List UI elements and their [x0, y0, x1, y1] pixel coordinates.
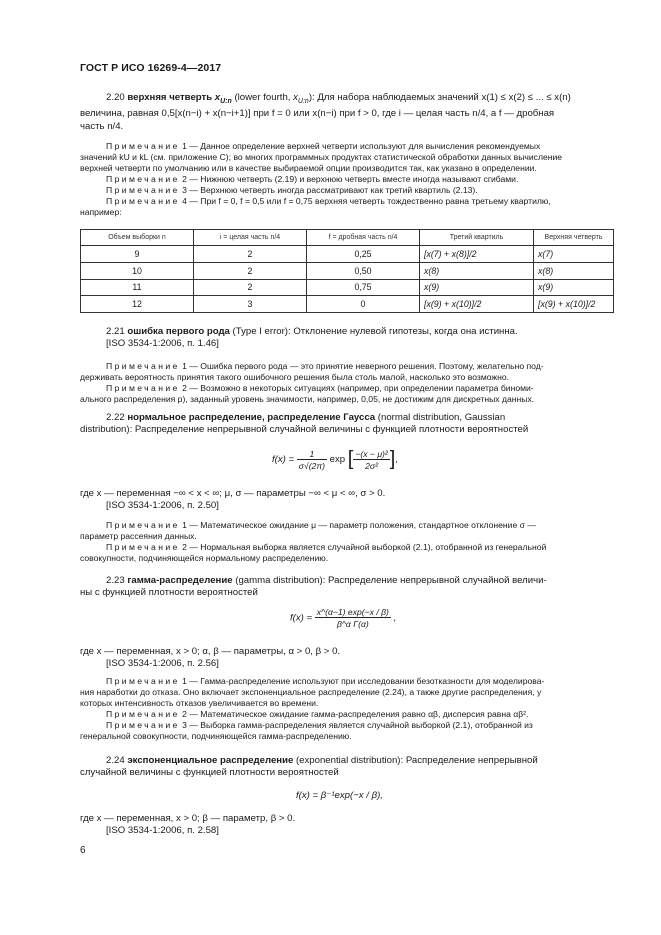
table-cell: 0,25: [307, 246, 420, 263]
term-symbol: $x_{U:n}$: [214, 92, 232, 105]
table-cell: 2: [194, 246, 307, 263]
note-text: ального распределения p), заданный уровень значимости, например, 0,05, не достижим для дискретных данных.: [80, 394, 535, 404]
note: Примечание 1 — Ошибка первого рода — это принятие неверного решения. Поэтому, желательно под-: [106, 361, 544, 371]
note: Примечание 2 — Возможно в некоторых ситуациях (например, при определении параметра биноми-: [106, 383, 534, 393]
table-cell: 11: [81, 279, 194, 296]
table-cell: [x(9) + x(10)]/2: [534, 296, 614, 313]
gamma-density-formula: f(x) = $\frac{x\^{}(\alpha-1) \exp(-x / \beta)}{\text{β\textasciicircum{}α Γ(α)}}$ ,: [290, 607, 397, 629]
table-cell: 3: [194, 296, 307, 313]
normal-density-formula: f(x) = $\frac{1}{\sigma√(2\pi)}$ exp [ $\frac{\text{−(x − μ)²}}{\text{2σ²}}$ ],: [272, 448, 398, 471]
term-title: верхняя четверть: [127, 92, 213, 103]
section-2-22-body: [80, 488, 614, 513]
section-2-24: [80, 755, 614, 780]
table-header-cell: Верхняя четверть: [534, 230, 614, 246]
table-cell: [x(9) + x(10)]/2: [420, 296, 534, 313]
term-definition: 2.20 верхняя четверть $x_{U:n}$ (lower fourth, $x_{U:n}$): Для набора наблюдаемых значений x(1) ≤ x(2) ≤ ... ≤ x(n): [106, 92, 571, 105]
note-text: параметр рассеяния данных.: [80, 531, 197, 541]
note: Примечание 1 — Данное определение верхней четверти используют для вычисления рекомендуемых: [106, 141, 541, 151]
term-title: гамма-распределение: [127, 575, 233, 586]
table-cell: x(7): [534, 246, 614, 263]
reference: [ISO 3534-1:2006, п. 2.56]: [106, 658, 219, 670]
note-text: ния наработки до отказа. Оно включает экспоненциальное распределение (2.24), а также другие распределения, у: [80, 687, 542, 697]
note: Примечание 4 — При f = 0, f = 0,5 или f = 0,75 верхняя четверть тождественно равна третьему квартилю,: [106, 196, 551, 206]
table-cell: 12: [81, 296, 194, 313]
table-cell: 10: [81, 262, 194, 279]
section-2-20: [80, 92, 614, 133]
table-header-cell: Третий квартиль: [420, 230, 534, 246]
table-header-row: [81, 230, 614, 246]
document-header: ГОСТ Р ИСО 16269-4—2017: [80, 62, 222, 74]
table-cell: x(8): [420, 262, 534, 279]
definition-text: ны с функцией плотности вероятностей: [80, 587, 258, 599]
table-cell: 0,75: [307, 279, 420, 296]
section-2-23-body: [80, 646, 614, 671]
note-text: генеральной совокупности, подчиняющейся гамма-распределению.: [80, 731, 352, 741]
reference: [ISO 3534-1:2006, п. 1.46]: [106, 338, 219, 350]
section-2-22: [80, 412, 614, 437]
term-definition: 2.21 ошибка первого рода (Type I error): Отклонение нулевой гипотезы, когда она истинна.: [106, 326, 518, 337]
table-header-cell: Объем выборки n: [81, 230, 194, 246]
formula-explanation: где x — переменная, x > 0; β — параметр, β > 0.: [80, 813, 296, 824]
notes-2-20: [80, 141, 614, 218]
table-cell: [x(7) + x(8)]/2: [420, 246, 534, 263]
reference: [ISO 3534-1:2006, п. 2.50]: [106, 500, 219, 512]
notes-2-21: [80, 361, 614, 405]
note: Примечание 2 — Нормальная выборка является случайной выборкой (2.1), отобранной из генеральной: [106, 542, 547, 552]
note: Примечание 2 — Нижнюю четверть (2.19) и верхнюю четверть вместе иногда называют сгибами.: [106, 174, 519, 184]
page-number: 6: [80, 845, 86, 856]
exponential-density-formula: f(x) = β⁻¹exp(−x / β),: [296, 790, 383, 801]
table-row: [81, 246, 614, 263]
term-title: нормальное распределение, распределение Гаусса: [127, 412, 376, 423]
section-2-23: [80, 575, 614, 600]
note: Примечание 2 — Математическое ожидание гамма-распределения равно αβ, дисперсия равна αβ².: [106, 709, 529, 719]
reference: [ISO 3534-1:2006, п. 2.58]: [106, 825, 219, 837]
term-definition: 2.22 нормальное распределение, распределение Гаусса (normal distribution, Gaussian: [106, 412, 506, 423]
notes-2-23: [80, 676, 614, 742]
note-text: например:: [80, 207, 122, 217]
note: Примечание 1 — Математическое ожидание μ — параметр положения, стандартное отклонение σ —: [106, 520, 536, 530]
section-2-24-body: [80, 813, 614, 838]
note: Примечание 1 — Гамма-распределение используют при исследовании безотказности для моделирова-: [106, 676, 545, 686]
table-row: [81, 279, 614, 296]
note-text: совокупности, подчиняющейся нормальному распределению.: [80, 553, 329, 563]
section-2-21: [80, 326, 614, 351]
term-definition: 2.23 гамма-распределение (gamma distribution): Распределение непрерывной случайной величи-: [106, 575, 547, 586]
definition-text: Для набора наблюдаемых значений x(1) ≤ x(2) ≤ ... ≤ x(n): [317, 92, 571, 103]
definition-text: distribution): Распределение непрерывной случайной величины с функцией плотности вероятностей: [80, 424, 529, 436]
formula-explanation: где x — переменная, x > 0; α, β — параметры, α > 0, β > 0.: [80, 646, 341, 657]
table-cell: 9: [81, 246, 194, 263]
table-row: [81, 262, 614, 279]
quartile-table: [80, 229, 614, 313]
term-definition: 2.24 экспоненциальное распределение (exponential distribution): Распределение непрерывной: [106, 755, 538, 766]
table-cell: 0: [307, 296, 420, 313]
table-header-cell: i = целая часть n/4: [194, 230, 307, 246]
notes-2-22: [80, 520, 614, 564]
term-title: ошибка первого рода: [127, 326, 230, 337]
table-cell: 0,50: [307, 262, 420, 279]
formula-explanation: где x — переменная −∞ < x < ∞; μ, σ — параметры −∞ < μ < ∞, σ > 0.: [80, 488, 386, 499]
section-number: 2.20: [106, 92, 125, 103]
note: Примечание 3 — Выборка гамма-распределения является случайной выборкой (2.1), отобранной из: [106, 720, 533, 730]
term-title: экспоненциальное распределение: [127, 755, 294, 766]
definition-text: случайной величины с функцией плотности вероятностей: [80, 767, 339, 779]
note-text: значений kU и kL (см. приложение C); во многих программных продуктах статистической обработки данных вычисление: [80, 152, 563, 162]
note-text: которых интенсивность отказов увеличивается во времени.: [80, 698, 319, 708]
definition-text: величина, равная 0,5[x(n−i) + x(n−i+1)] при f = 0 или x(n−i) при f > 0, где i — целая часть n/4, а f — дробная: [80, 108, 555, 120]
definition-text: часть n/4.: [80, 120, 124, 132]
note-text: верхней четверти по умолчанию или в качестве выбираемой опции производится так, как указано в определении.: [80, 163, 537, 173]
table-cell: x(8): [534, 262, 614, 279]
table-header-cell: f = дробная часть n/4: [307, 230, 420, 246]
table-cell: 2: [194, 262, 307, 279]
table-row: [81, 296, 614, 313]
note: Примечание 3 — Верхнюю четверть иногда рассматривают как третий квартиль (2.13).: [106, 185, 478, 195]
table-cell: 2: [194, 279, 307, 296]
table-cell: x(9): [534, 279, 614, 296]
note-text: держивать вероятность принятия такого ошибочного решения была столь малой, насколько это возможно.: [80, 372, 510, 382]
table-cell: x(9): [420, 279, 534, 296]
